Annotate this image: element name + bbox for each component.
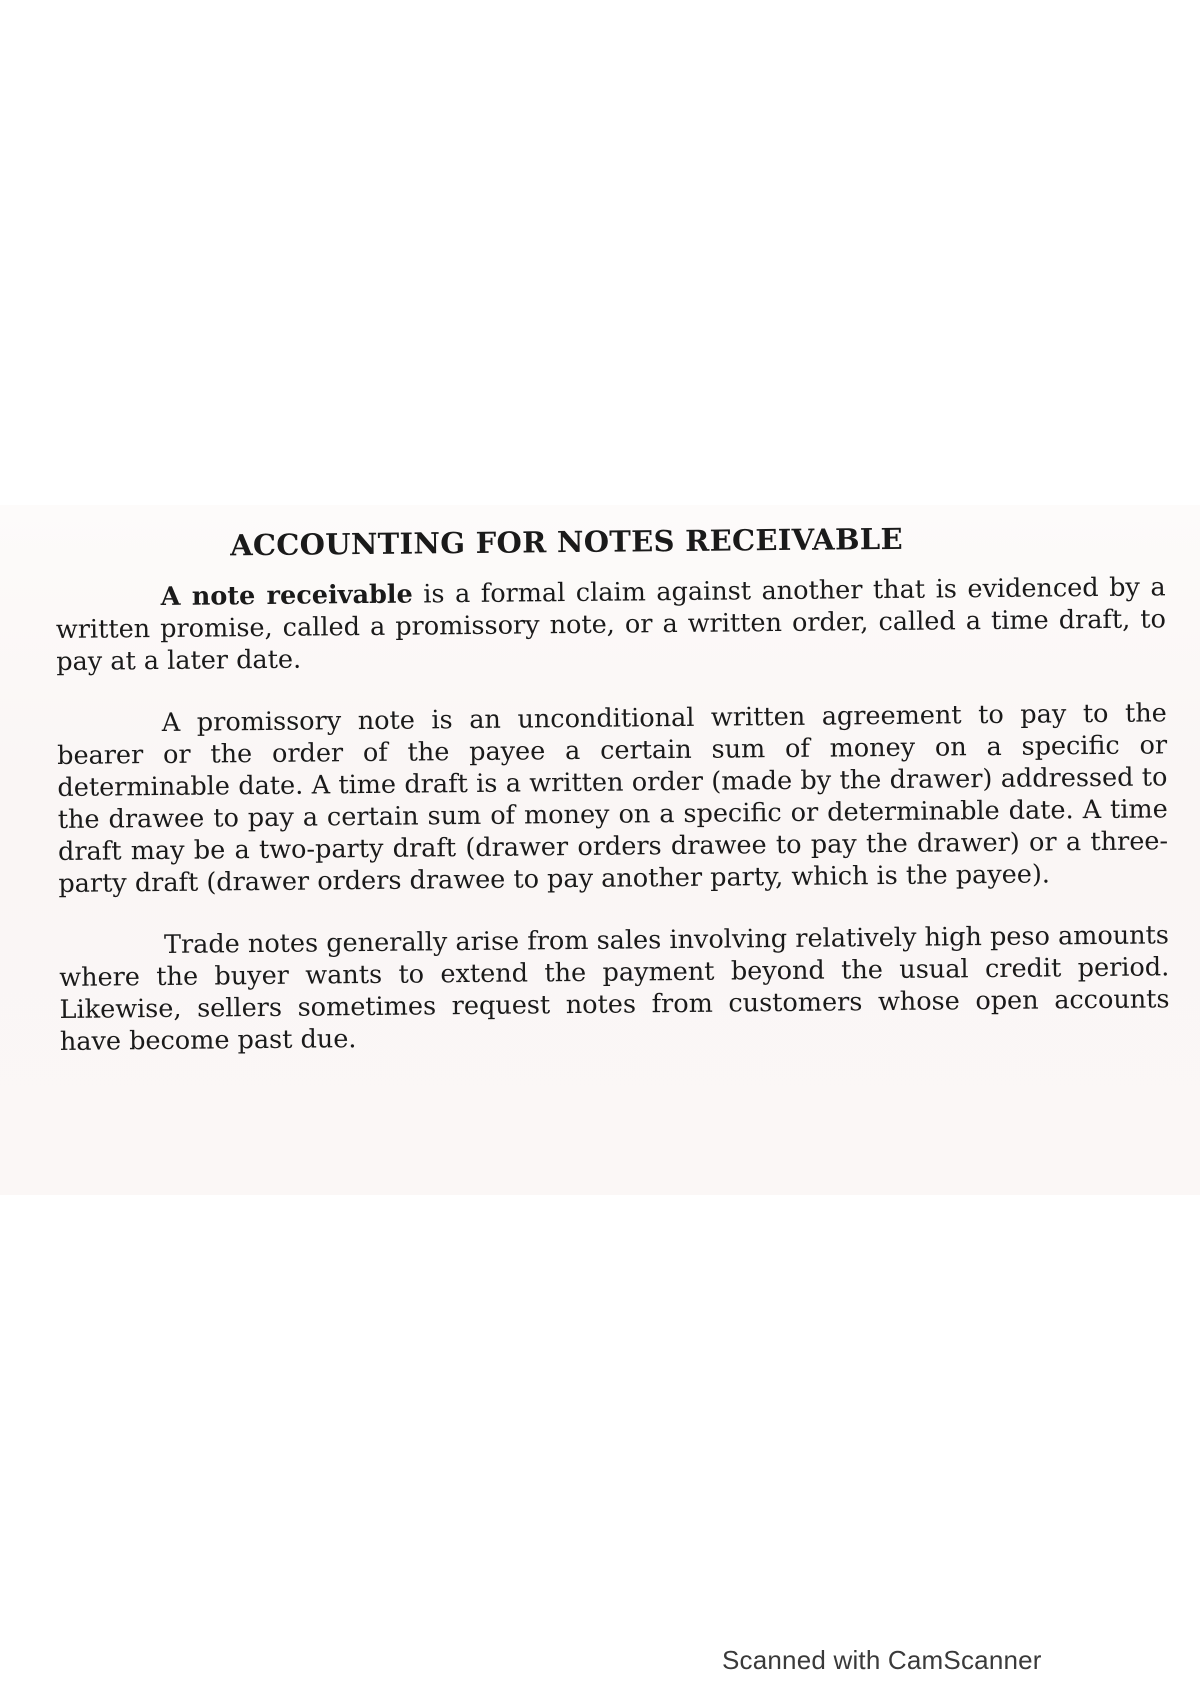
document-body [55, 519, 1170, 1088]
paragraph-trade-notes: Trade notes generally arise from sales involving relatively high peso amounts where the buyer wants to extend the payment beyond the usual credit period. Likewise, sellers sometimes request notes from customers whose open accounts have become past due. [59, 920, 1170, 1057]
document-title: ACCOUNTING FOR NOTES RECEIVABLE [229, 521, 904, 563]
scanner-watermark: Scanned with CamScanner [722, 1645, 1042, 1675]
paragraph-definition-text: is a formal claim against another that is evidenced by a written promise, called a promissory note, or a written order, called a time draft, to pay at a later date. [55, 572, 1167, 677]
paragraph-promissory-note: A promissory note is an unconditional written agreement to pay to the bearer or the order of the payee a certain sum of money on a specific or determinable date. A time draft is a written order (made by the drawer) addressed to the drawee to pay a certain sum of money on a specific or determinable date. A time draft may be a two-party draft (drawer orders drawee to pay the drawer) or a three-party draft (drawer orders drawee to pay another party, which is the payee). [57, 698, 1169, 899]
paragraph-definition [55, 571, 1166, 678]
term-note-receivable: A note receivable [160, 579, 413, 612]
